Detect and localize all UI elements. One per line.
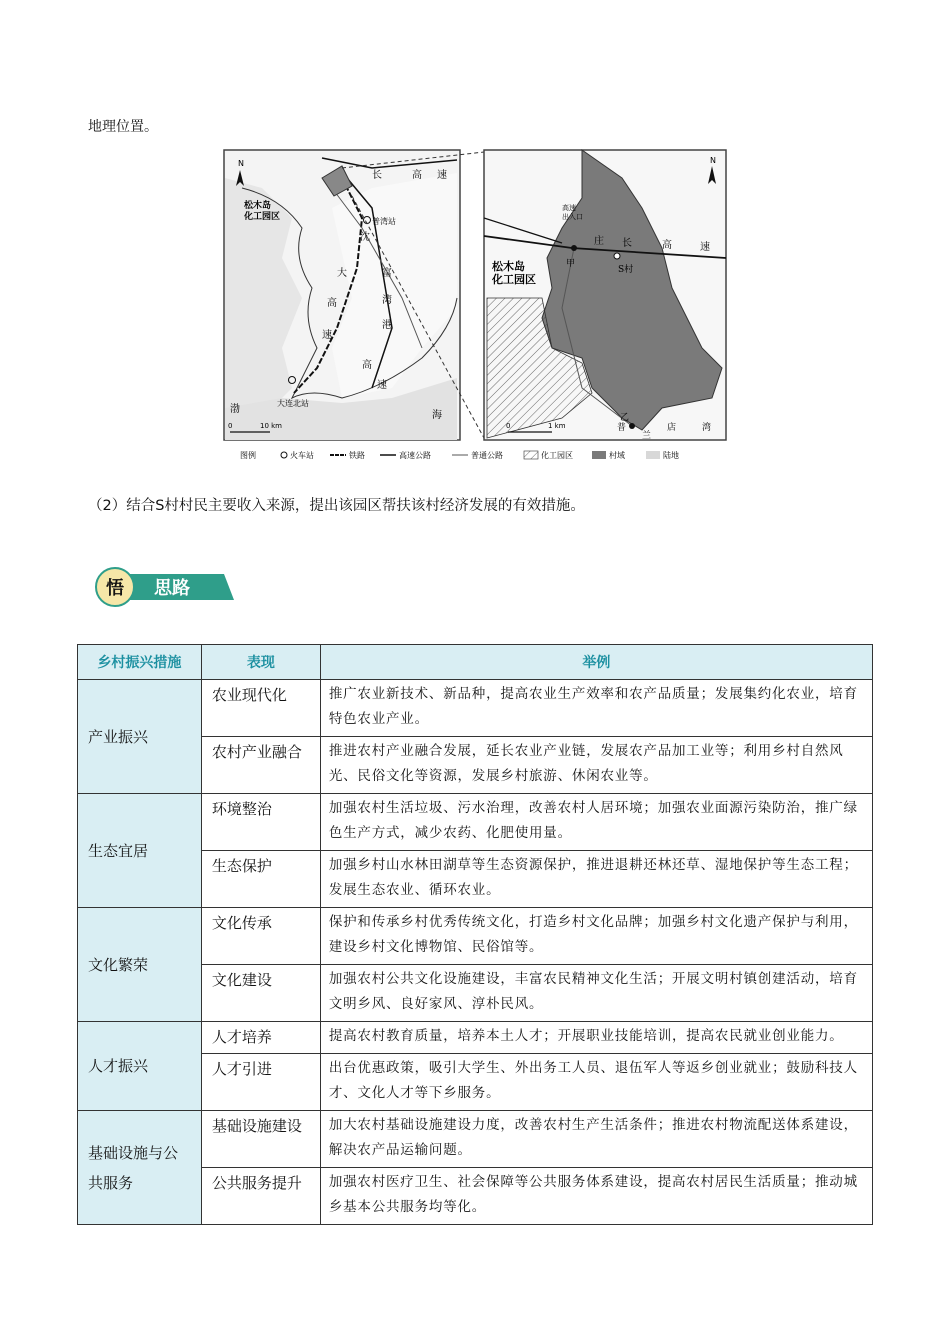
example-cell: 加强农村生活垃圾、污水治理，改善农村人居环境；加强农业面源污染防治，推广绿色生产方式，减少农药、化肥使用量。 — [320, 794, 872, 851]
r-sea-lan: 兰 — [642, 431, 652, 441]
station-dalian-north-label: 大连北站 — [277, 399, 309, 408]
road-su2-label: 速 — [377, 380, 387, 391]
item-cell: 公共服务提升 — [201, 1168, 320, 1225]
measures-table — [77, 644, 873, 1225]
item-cell: 人才培养 — [201, 1022, 320, 1054]
left-park-label: 松木岛化工园区 — [244, 201, 281, 222]
road-gao3-label: 高 — [412, 170, 422, 181]
category-cell: 人才振兴 — [78, 1022, 202, 1111]
badge-label: 思路 — [154, 578, 190, 599]
table-row — [78, 1022, 873, 1054]
example-cell: 保护和传承乡村优秀传统文化，打造乡村文化品牌；加强乡村文化遗产保护与利用，建设乡村文化博物馆、民俗馆等。 — [320, 908, 872, 965]
road-da-label: 大 — [337, 268, 347, 279]
legend-railway: 铁路 — [349, 451, 365, 460]
road-fu-label: 富 — [382, 268, 392, 279]
example-cell: 出台优惠政策，吸引大学生、外出务工人员、退伍军人等返乡创业就业；鼓励科技人才、文化人才等下乡服务。 — [320, 1054, 872, 1111]
map-legend — [240, 450, 679, 460]
left-map — [224, 150, 460, 440]
example-cell: 加强农村公共文化设施建设，丰富农民精神文化生活；开展文明村镇创建活动，培育文明乡风、良好家风、淳朴民风。 — [320, 965, 872, 1022]
road-gao-label: 高 — [327, 298, 337, 309]
example-cell: 推进农村产业融合发展，延长农业产业链，发展农产品加工业等；利用乡村自然风光、民俗文化等资源，发展乡村旅游、休闲农业等。 — [320, 737, 872, 794]
r-road-gao: 高 — [662, 240, 672, 251]
item-cell: 农业现代化 — [201, 680, 320, 737]
scale-zero: 0 — [228, 422, 233, 430]
header-measure: 乡村振兴措施 — [78, 645, 202, 680]
legend-village: 村域 — [609, 451, 625, 460]
legend-road: 普通公路 — [471, 451, 503, 460]
scale-zero: 0 — [506, 422, 511, 430]
r-sea-wan: 湾 — [702, 423, 712, 433]
road-wan-label: 湾 — [382, 295, 392, 306]
category-cell: 生态宜居 — [78, 794, 202, 908]
legend-land: 陆地 — [663, 451, 679, 460]
item-cell: 基础设施建设 — [201, 1111, 320, 1168]
road-shen-label: 沈 — [360, 232, 370, 243]
header-example: 举例 — [320, 645, 872, 680]
station-puwan-label: 普湾站 — [372, 217, 396, 226]
category-cell: 基础设施与公共服务 — [78, 1111, 202, 1225]
item-cell: 环境整治 — [201, 794, 320, 851]
question-text: （2）结合S村村民主要收入来源，提出该园区帮扶该村经济发展的有效措施。 — [88, 498, 585, 514]
table-row — [78, 1111, 873, 1168]
road-gao2-label: 高 — [362, 360, 372, 371]
right-park-label: 松木岛化工园区 — [492, 260, 536, 286]
entrance-label: 高速出入口 — [562, 204, 583, 221]
category-cell: 产业振兴 — [78, 680, 202, 794]
item-cell: 文化传承 — [201, 908, 320, 965]
road-chang-label: 长 — [372, 170, 382, 181]
item-cell: 农村产业融合 — [201, 737, 320, 794]
r-road-zhuang: 庄 — [594, 236, 604, 247]
table-row — [78, 794, 873, 851]
intro-text: 地理位置。 — [88, 119, 158, 135]
header-performance: 表现 — [201, 645, 320, 680]
item-cell: 文化建设 — [201, 965, 320, 1022]
right-map — [484, 150, 726, 441]
legend-village-icon — [592, 451, 606, 459]
legend-park-icon — [524, 451, 538, 459]
road-port-label: 港 — [382, 320, 392, 331]
jia-label: 甲 — [566, 259, 576, 269]
legend-land-icon — [646, 451, 660, 459]
legend-station-icon — [281, 452, 287, 458]
legend-highway: 高速公路 — [399, 451, 431, 460]
table-row — [78, 680, 873, 737]
north-label: N — [238, 159, 244, 168]
r-road-chang: 长 — [622, 238, 632, 249]
r-road-su: 速 — [700, 242, 710, 253]
example-cell: 推广农业新技术、新品种，提高农业生产效率和农产品质量；发展集约化农业，培育特色农业产业。 — [320, 680, 872, 737]
example-cell: 加大农村基础设施建设力度，改善农村生产生活条件；推进农村物流配送体系建设，解决农产品运输问题。 — [320, 1111, 872, 1168]
legend-station: 火车站 — [290, 451, 314, 460]
example-cell: 加强农村医疗卫生、社会保障等公共服务体系建设，提高农村居民生活质量；推动城乡基本公共服务均等化。 — [320, 1168, 872, 1225]
point-jia-icon — [571, 245, 577, 251]
r-sea-dian: 店 — [667, 423, 677, 433]
yi-label: 乙 — [620, 413, 630, 423]
category-cell: 文化繁荣 — [78, 908, 202, 1022]
map-figure — [222, 148, 728, 466]
village-label: S村 — [618, 265, 634, 275]
section-badge — [94, 566, 234, 608]
table-header-row — [78, 645, 873, 680]
table-row — [78, 908, 873, 965]
scale-unit: 10 km — [260, 422, 283, 430]
bohai-label: 渤 — [230, 404, 240, 415]
r-sea-pu: 普 — [617, 423, 627, 433]
village-point-icon — [614, 253, 620, 259]
road-su3-label: 速 — [437, 170, 447, 181]
point-yi-icon — [629, 423, 635, 429]
badge-icon-char: 悟 — [106, 578, 124, 599]
north-label: N — [710, 156, 716, 165]
road-su-label: 速 — [322, 330, 332, 341]
sea-label: 海 — [432, 410, 442, 421]
example-cell: 提高农村教育质量，培养本土人才；开展职业技能培训，提高农民就业创业能力。 — [320, 1022, 872, 1054]
item-cell: 人才引进 — [201, 1054, 320, 1111]
scale-unit: 1 km — [548, 422, 566, 430]
example-cell: 加强乡村山水林田湖草等生态资源保护，推进退耕还林还草、湿地保护等生态工程；发展生态农业、循环农业。 — [320, 851, 872, 908]
legend-park: 化工园区 — [541, 451, 573, 460]
legend-title: 图例 — [240, 451, 256, 460]
item-cell: 生态保护 — [201, 851, 320, 908]
